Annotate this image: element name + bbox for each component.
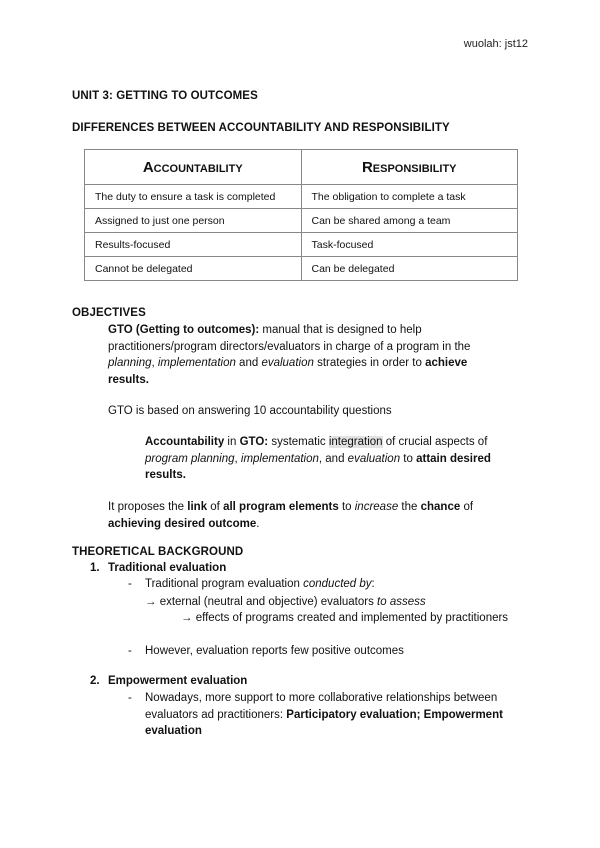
text-run-bold: link bbox=[187, 501, 208, 513]
table-cell: Task-focused bbox=[301, 233, 518, 257]
bullet-dash: - bbox=[128, 578, 132, 590]
section-heading-differences: DIFFERENCES BETWEEN ACCOUNTABILITY AND RESPONSIBILITY bbox=[72, 122, 450, 134]
highlighted-text: integration bbox=[328, 436, 383, 448]
text-run: : bbox=[371, 578, 375, 590]
text-run: of bbox=[207, 501, 224, 513]
bullet-text-few-outcomes: However, evaluation reports few positive outcomes bbox=[145, 645, 404, 657]
table-cell: Can be shared among a team bbox=[301, 209, 518, 233]
text-run: , bbox=[151, 357, 158, 369]
page-title: UNIT 3: GETTING TO OUTCOMES bbox=[72, 90, 258, 102]
text-run-italic: program planning bbox=[145, 452, 235, 465]
page-header-author: wuolah: jst12 bbox=[463, 38, 528, 50]
text-run-bold: all program elements bbox=[223, 501, 339, 513]
table-row bbox=[85, 185, 518, 209]
table-cell: The obligation to complete a task bbox=[301, 185, 518, 209]
table-row bbox=[85, 257, 518, 281]
gto-based-on-paragraph: GTO is based on answering 10 accountability questions bbox=[108, 405, 392, 417]
table-cell: Results-focused bbox=[85, 233, 302, 257]
text-run: to bbox=[338, 501, 355, 513]
text-run-italic: planning bbox=[108, 357, 152, 369]
bullet-dash: - bbox=[128, 692, 132, 704]
section-heading-objectives: OBJECTIVES bbox=[72, 307, 146, 319]
text-run-bold: chance bbox=[420, 501, 461, 513]
arrow-line-external-evaluators bbox=[145, 594, 426, 611]
bullet-text-traditional bbox=[145, 576, 375, 593]
bullet-text-empowerment bbox=[145, 690, 525, 740]
program-link-paragraph bbox=[108, 499, 508, 532]
text-run-bold: GTO: bbox=[239, 436, 269, 448]
gto-definition-paragraph bbox=[108, 322, 508, 388]
comparison-table bbox=[84, 149, 518, 281]
text-run-italic: increase bbox=[354, 501, 399, 513]
text-run-bold: attain desired results. bbox=[145, 452, 491, 481]
text-run: of bbox=[460, 501, 474, 513]
text-run: of crucial aspects of bbox=[382, 436, 488, 448]
text-run-italic: conducted by bbox=[303, 578, 372, 590]
table-cell: Assigned to just one person bbox=[85, 209, 302, 233]
text-run-italic: implementation bbox=[157, 357, 236, 369]
table-header-row bbox=[85, 150, 518, 185]
list-number-2: 2. bbox=[90, 675, 100, 687]
table-header-responsibility: Responsibility bbox=[301, 150, 518, 185]
text-run: in bbox=[224, 436, 240, 448]
arrow-line-effects: → effects of programs created and implemented by practitioners bbox=[181, 612, 509, 624]
text-run: the bbox=[398, 501, 421, 513]
text-run: strategies in order to bbox=[313, 357, 426, 369]
text-run: → external (neutral and objective) evaluators bbox=[145, 596, 378, 608]
table-header-accountability: Accountability bbox=[85, 150, 302, 185]
bullet-dash: - bbox=[128, 645, 132, 657]
text-run: Nowadays, more support to more collaborative relationships between evaluators ad practitioners: bbox=[145, 692, 498, 721]
text-run: , bbox=[234, 452, 241, 465]
text-run: and bbox=[235, 357, 262, 369]
text-run-bold: achieving desired outcome bbox=[108, 517, 257, 530]
text-run: systematic bbox=[268, 436, 329, 448]
text-run-italic: implementation bbox=[240, 452, 319, 465]
table-row bbox=[85, 233, 518, 257]
text-run-bold: Participatory evaluation; Empowerment evaluation bbox=[145, 708, 503, 737]
table-row bbox=[85, 209, 518, 233]
text-run: . bbox=[256, 517, 260, 530]
text-run: to bbox=[400, 452, 417, 465]
text-run-bold: achieve results. bbox=[108, 357, 468, 386]
section-heading-theoretical-background: THEORETICAL BACKGROUND bbox=[72, 546, 244, 558]
table-cell: Can be delegated bbox=[301, 257, 518, 281]
text-run-italic: to assess bbox=[377, 596, 426, 608]
text-run-bold: Accountability bbox=[145, 436, 225, 448]
list-item-empowerment-evaluation: Empowerment evaluation bbox=[108, 675, 248, 687]
text-run: manual that is designed to help practitioners/program directors/evaluators in charge of a program in the bbox=[108, 324, 471, 353]
list-item-traditional-evaluation: Traditional evaluation bbox=[108, 562, 227, 574]
text-run-italic: evaluation bbox=[347, 452, 401, 465]
table-cell: The duty to ensure a task is completed bbox=[85, 185, 302, 209]
list-number-1: 1. bbox=[90, 562, 100, 574]
text-run: It proposes the bbox=[108, 501, 188, 513]
text-run-italic: evaluation bbox=[261, 357, 314, 369]
table-cell: Cannot be delegated bbox=[85, 257, 302, 281]
gto-term: GTO (Getting to outcomes): bbox=[108, 324, 260, 336]
text-run: Traditional program evaluation bbox=[145, 578, 304, 590]
accountability-gto-paragraph bbox=[145, 434, 520, 484]
text-run: , and bbox=[318, 452, 348, 465]
